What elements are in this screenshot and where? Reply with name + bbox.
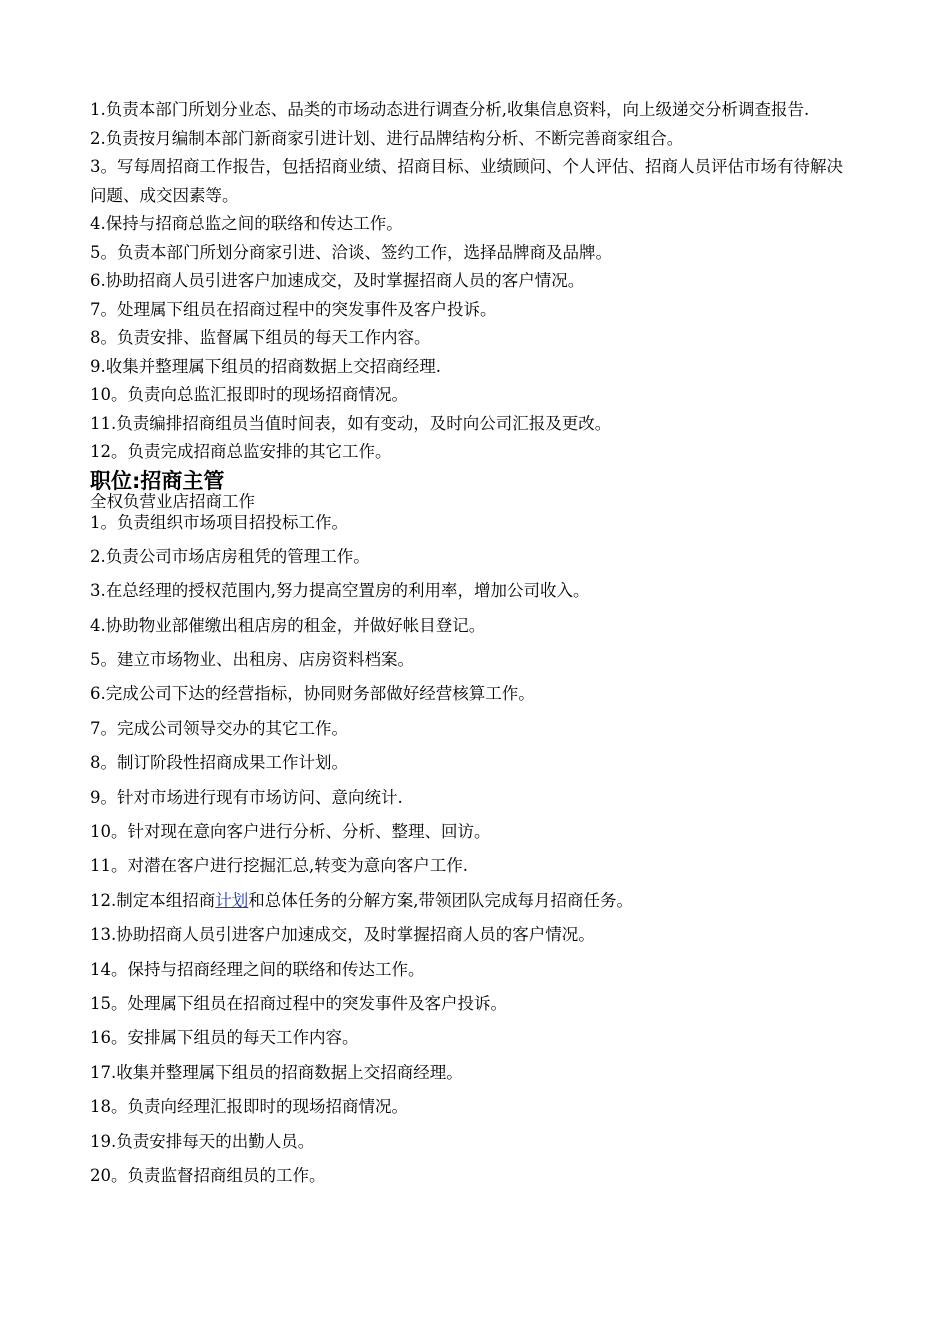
list-item: 18。负责向经理汇报即时的现场招商情况。 [90, 1097, 408, 1117]
list-item: 6.完成公司下达的经营指标，协同财务部做好经营核算工作。 [90, 684, 535, 704]
list-item: 6.协助招商人员引进客户加速成交，及时掌握招商人员的客户情况。 [90, 271, 585, 290]
list-item: 1。负责组织市场项目招投标工作。 [90, 512, 348, 532]
list-item: 3.在总经理的授权范围内,努力提高空置房的利用率，增加公司收入。 [90, 581, 590, 601]
item-prefix: 12.制定本组招商 [90, 890, 216, 910]
list-item: 7。完成公司领导交办的其它工作。 [90, 718, 348, 738]
list-item: 2.负责按月编制本部门新商家引进计划、进行品牌结构分析、不断完善商家组合。 [90, 128, 684, 148]
list-item: 4.保持与招商总监之间的联络和传达工作。 [90, 214, 403, 233]
list-item: 17.收集并整理属下组员的招商数据上交招商经理。 [90, 1062, 463, 1082]
list-item: 1.负责本部门所划分业态、品类的市场动态进行调查分析,收集信息资料，向上级递交分析调查报告. [90, 100, 810, 119]
list-item: 7。处理属下组员在招商过程中的突发事件及客户投诉。 [90, 299, 497, 319]
list-item: 19.负责安排每天的出勤人员。 [90, 1131, 315, 1151]
list-item: 9.收集并整理属下组员的招商数据上交招商经理. [90, 356, 441, 376]
list-item: 15。处理属下组员在招商过程中的突发事件及客户投诉。 [90, 993, 507, 1013]
list-item: 2.负责公司市场店房租凭的管理工作。 [90, 546, 370, 566]
list-item: 10。负责向总监汇报即时的现场招商情况。 [90, 385, 408, 404]
plan-link[interactable]: 计划 [215, 890, 249, 910]
list-item: 20。负责监督招商组员的工作。 [90, 1165, 326, 1185]
list-item: 11.负责编排招商组员当值时间表，如有变动，及时向公司汇报及更改。 [90, 413, 612, 433]
document-page [90, 96, 855, 1198]
duties-list-primary [90, 96, 855, 467]
list-item: 14。保持与招商经理之间的联络和传达工作。 [90, 959, 425, 979]
list-item: 11。对潜在客户进行挖掘汇总,转变为意向客户工作. [90, 856, 468, 876]
list-item: 8。制订阶段性招商成果工作计划。 [90, 753, 348, 773]
list-item: 8。负责安排、监督属下组员的每天工作内容。 [90, 328, 431, 347]
list-item: 12。负责完成招商总监安排的其它工作。 [90, 442, 392, 461]
list-item-with-link [90, 889, 855, 912]
list-item: 3。写每周招商工作报告，包括招商业绩、招商目标、业绩顾问、个人评估、招商人员评估市场有待解决问题、成交因素等。 [90, 157, 843, 205]
list-item: 10。针对现在意向客户进行分析、分析、整理、回访。 [90, 822, 491, 842]
list-item: 4.协助物业部催缴出租店房的租金，并做好帐目登记。 [90, 615, 486, 635]
list-item: 13.协助招商人员引进客户加速成交，及时掌握招商人员的客户情况。 [90, 925, 595, 945]
item-suffix: 和总体任务的分解方案,带领团队完成每月招商任务。 [248, 890, 633, 910]
list-item: 9。针对市场进行现有市场访问、意向统计. [90, 787, 403, 807]
list-item: 5。负责本部门所划分商家引进、洽谈、签约工作，选择品牌商及品牌。 [90, 242, 612, 262]
duties-list-supervisor [90, 511, 855, 1187]
position-heading: 职位:招商主管 [90, 468, 225, 493]
list-item: 16。安排属下组员的每天工作内容。 [90, 1028, 359, 1048]
list-item: 5。建立市场物业、出租房、店房资料档案。 [90, 650, 414, 670]
position-subheading: 全权负营业店招商工作 [90, 491, 255, 511]
